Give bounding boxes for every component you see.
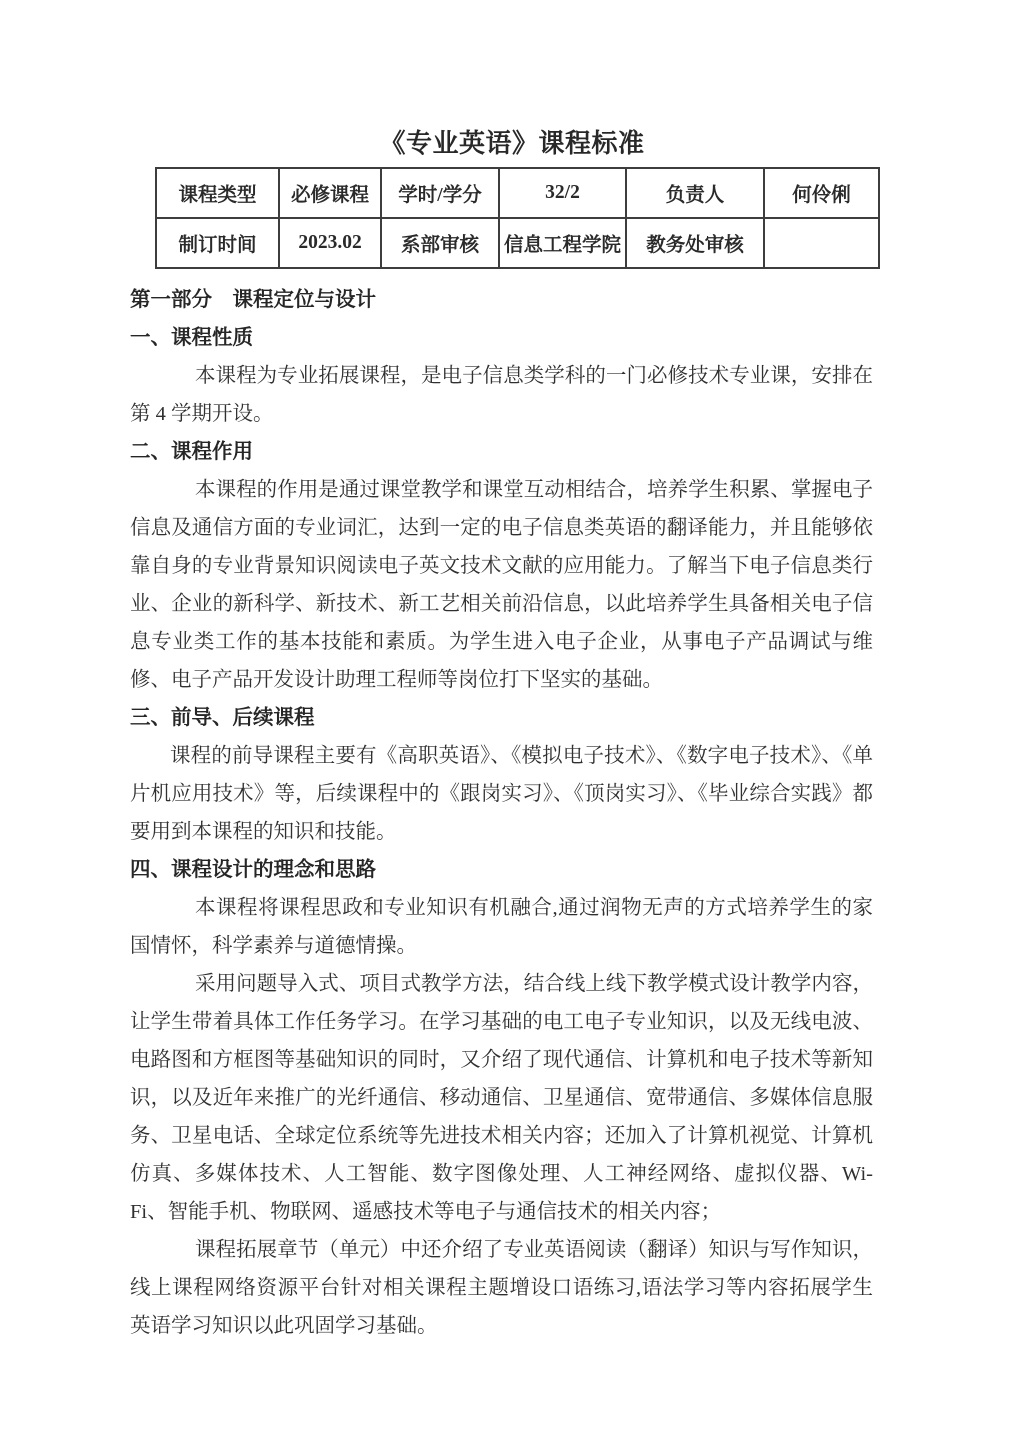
formulation-date-label: 制订时间 — [156, 218, 279, 268]
section2-paragraph: 本课程的作用是通过课堂教学和课堂互动相结合，培养学生积累、掌握电子信息及通信方面的专业词汇，达到一定的电子信息类英语的翻译能力，并且能够依靠自身的专业背景知识阅读电子英文技术文献的应用能力。了解当下电子信息类行业、企业的新科学、新技术、新工艺相关前沿信息，以此培养学生具备相关电子信息专业类工作的基本技能和素质。为学生进入电子企业，从事电子产品调试与维修、电子产品开发设计助理工程师等岗位打下坚实的基础。 — [130, 479, 873, 691]
section1-paragraph: 本课程为专业拓展课程，是电子信息类学科的一门必修技术专业课，安排在第 4 学期开设。 — [130, 365, 873, 425]
document-title: 《专业英语》课程标准 — [379, 129, 645, 158]
document-body — [130, 281, 873, 1345]
section2-course-role-heading: 二、课程作用 — [130, 441, 253, 463]
part1-heading: 第一部分 课程定位与设计 — [130, 289, 376, 311]
info-table-row-1 — [156, 168, 879, 218]
section3-prerequisite-courses-heading: 三、前导、后续课程 — [130, 707, 315, 729]
section4-paragraph-3: 课程拓展章节（单元）中还介绍了专业英语阅读（翻译）知识与写作知识，线上课程网络资源平台针对相关课程主题增设口语练习,语法学习等内容拓展学生英语学习知识以此巩固学习基础。 — [130, 1239, 873, 1337]
section4-paragraph-1: 本课程将课程思政和专业知识有机融合,通过润物无声的方式培养学生的家国情怀，科学素养与道德情操。 — [130, 897, 873, 957]
section4-paragraph-2: 采用问题导入式、项目式教学方法，结合线上线下教学模式设计教学内容，让学生带着具体工作任务学习。在学习基础的电工电子专业知识，以及无线电波、电路图和方框图等基础知识的同时，又介绍了现代通信、计算机和电子技术等新知识，以及近年来推广的光纤通信、移动通信、卫星通信、宽带通信、多媒体信息服务、卫星电话、全球定位系统等先进技术相关内容；还加入了计算机视觉、计算机仿真、多媒体技术、人工智能、数字图像处理、人工神经网络、虚拟仪器、Wi-Fi、智能手机、物联网、遥感技术等电子与通信技术的相关内容； — [130, 973, 873, 1223]
course-type-label: 课程类型 — [156, 168, 279, 218]
section3-paragraph: 课程的前导课程主要有《高职英语》、《模拟电子技术》、《数字电子技术》、《单片机应用技术》等，后续课程中的《跟岗实习》、《顶岗实习》、《毕业综合实践》都要用到本课程的知识和技能。 — [130, 745, 873, 843]
hours-credits-value: 32/2 — [499, 168, 626, 218]
info-table-row-2 — [156, 218, 879, 268]
course-type-value: 必修课程 — [279, 168, 381, 218]
course-info-table — [155, 167, 880, 269]
department-review-value: 信息工程学院 — [499, 218, 626, 268]
academic-office-review-value — [764, 218, 879, 268]
section4-design-philosophy-heading: 四、课程设计的理念和思路 — [130, 859, 376, 881]
formulation-date-value: 2023.02 — [279, 218, 381, 268]
leader-label: 负责人 — [626, 168, 764, 218]
hours-credits-label: 学时/学分 — [381, 168, 499, 218]
section1-course-nature-heading: 一、课程性质 — [130, 327, 253, 349]
leader-value: 何伶俐 — [764, 168, 879, 218]
academic-office-review-label: 教务处审核 — [626, 218, 764, 268]
department-review-label: 系部审核 — [381, 218, 499, 268]
